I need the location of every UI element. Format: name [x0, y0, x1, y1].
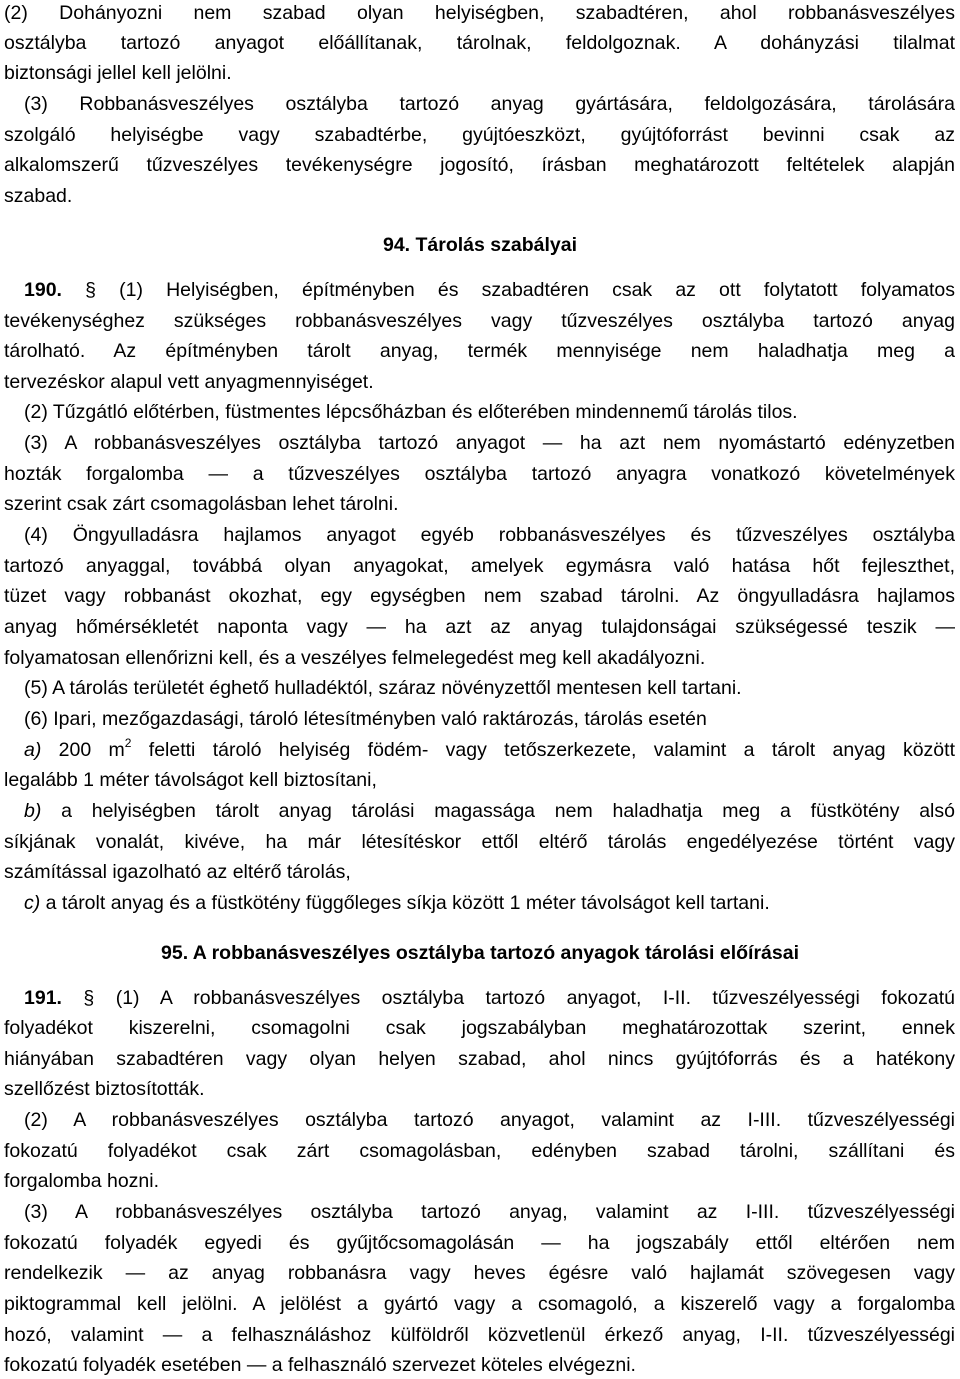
paragraph-190-line: tárolható. Az építményben tárolt anyag, termék mennyisége nem haladhatja meg a — [4, 340, 955, 362]
paragraph-190-line: tevékenységhez szükséges robbanásveszélyes vagy tűzveszélyes osztályba tartozó anyag — [4, 310, 955, 332]
section-heading-95: 95. A robbanásveszélyes osztályba tartozó anyagok tárolási előírásai — [161, 942, 799, 964]
section-symbol: § — [83, 987, 95, 1009]
paragraph-190-line: síkjának vonalát, kivéve, ha már létesítéskor ettől eltérő tárolás engedélyezése történt vagy — [4, 831, 955, 853]
paragraph-190-line — [24, 277, 955, 303]
intro-line: biztonsági jellel kell jelölni. — [4, 62, 232, 84]
paragraph-190-line: legalább 1 méter távolságot kell biztosítani, — [4, 769, 377, 791]
paragraph-190-line: (6) Ipari, mezőgazdasági, tároló létesítményben való raktározás, tárolás esetén — [24, 708, 707, 730]
intro-line: (2) Dohányozni nem szabad olyan helyiségben, szabadtéren, ahol robbanásveszélyes — [4, 2, 955, 24]
intro-line: alkalomszerű tűzveszélyes tevékenységre jogosító, írásban meghatározott feltételek alapján — [4, 154, 955, 176]
paragraph-190-line: (5) A tárolás területét éghető hulladéktól, száraz növényzettől mentesen kell tartani. — [24, 677, 742, 699]
paragraph-190-line: szerint csak zárt csomagolásban lehet tárolni. — [4, 493, 399, 515]
list-item-b — [24, 798, 955, 824]
paragraph-191-line: hiányában szabadtéren vagy olyan helyen szabad, ahol nincs gyújtóforrás és a hatékony — [4, 1048, 955, 1070]
paragraph-190-line: hozták forgalomba — a tűzveszélyes osztályba tartozó anyagra vonatkozó követelmények — [4, 463, 955, 485]
superscript: 2 — [124, 735, 132, 750]
paragraph-191-line: (2) A robbanásveszélyes osztályba tartozó anyagot, valamint az I-III. tűzveszélyességi — [24, 1109, 955, 1131]
paragraph-191-line: hozó, valamint — a felhasználáshoz külföldről közvetlenül érkező anyag, I-II. tűzveszélyességi — [4, 1324, 955, 1346]
paragraph-190-line: tartozó anyaggal, továbbá olyan anyagokat, amelyek egymásra való hatása hőt fejleszthet, — [4, 555, 955, 577]
text: feletti tároló helyiség födém- vagy tetőszerkezete, valamint a tárolt anyag között — [131, 739, 955, 761]
text: (1) Helyiségben, építményben és szabadtéren csak az ott folytatott folyamatos — [119, 279, 956, 301]
paragraph-190-line: tervezéskor alapul vett anyagmennyiséget. — [4, 371, 374, 393]
paragraph-190-line: (4) Öngyulladásra hajlamos anyagot egyéb robbanásveszélyes és tűzveszélyes osztályba — [24, 524, 955, 546]
intro-line: osztályba tartozó anyagot előállítanak, tárolnak, feldolgoznak. A dohányzási tilalmat — [4, 32, 955, 54]
paragraph-191-line: folyadékot kiszerelni, csomagolni csak jogszabályban meghatározottak szerint, ennek — [4, 1017, 955, 1039]
paragraph-190-line: (3) A robbanásveszélyes osztályba tartozó anyagot — ha azt nem nyomástartó edényzetben — [24, 432, 955, 454]
section-heading-94: 94. Tárolás szabályai — [382, 234, 578, 256]
paragraph-190-line: folyamatosan ellenőrizni kell, és a veszélyes felmelegedést meg kell akadályozni. — [4, 647, 706, 669]
list-label: b) — [24, 800, 42, 822]
section-symbol: § — [85, 279, 96, 301]
paragraph-190-line: (2) Tűzgátló előtérben, füstmentes lépcsőházban és előterében mindennemű tárolás tilos. — [24, 401, 798, 423]
paragraph-191-line: rendelkezik — az anyag robbanásra vagy heves égésre való hajlamát szövegesen vagy — [4, 1262, 955, 1284]
paragraph-191-line: fokozatú folyadék egyedi és gyűjtőcsomagolásán — ha jogszabály ettől eltérően nem — [4, 1232, 955, 1254]
paragraph-191-line: szellőzést biztosították. — [4, 1078, 205, 1100]
text: 200 m — [41, 739, 125, 761]
paragraph-191-line: fokozatú folyadék esetében — a felhasználó szervezet köteles elvégezni. — [4, 1354, 636, 1376]
section-number: 191. — [24, 987, 62, 1009]
paragraph-191-line: (3) A robbanásveszélyes osztályba tartozó anyag, valamint az I-III. tűzveszélyességi — [24, 1201, 955, 1223]
text: a tárolt anyag és a füstkötény függőleges síkja között 1 méter távolságot kell tartani. — [40, 892, 770, 914]
list-item-a — [24, 737, 955, 763]
paragraph-190-line: anyag hőmérsékletét naponta vagy — ha azt az anyag tulajdonságai szükségessé teszik — — [4, 616, 955, 638]
intro-line: szolgáló helyiségbe vagy szabadtérbe, gyújtóeszközt, gyújtóforrást bevinni csak az — [4, 124, 955, 146]
paragraph-190-line: tüzet vagy robbanást okozhat, egy egységben nem szabad tárolni. Az öngyulladásra hajlamos — [4, 585, 955, 607]
list-item-c — [24, 890, 770, 916]
paragraph-191-line: piktogrammal kell jelölni. A jelölést a gyártó vagy a csomagoló, a kiszerelő vagy a forgalomba — [4, 1293, 955, 1315]
list-label: c) — [24, 892, 41, 914]
intro-line: szabad. — [4, 185, 73, 207]
intro-line: (3) Robbanásveszélyes osztályba tartozó anyag gyártására, feldolgozására, tárolására — [24, 93, 955, 115]
paragraph-191-line: fokozatú folyadékot csak zárt csomagolásban, edényben szabad tárolni, szállítani és — [4, 1140, 955, 1162]
section-number: 190. — [24, 279, 62, 301]
text: a helyiségben tárolt anyag tárolási magassága nem haladhatja meg a füstkötény alsó — [41, 800, 955, 822]
paragraph-190-line: számítással igazolható az eltérő tárolás, — [4, 861, 351, 883]
list-label: a) — [24, 739, 42, 761]
paragraph-191-line — [24, 985, 955, 1011]
text: (1) A robbanásveszélyes osztályba tartozó anyagot, I-II. tűzveszélyességi fokozatú — [115, 987, 956, 1009]
paragraph-191-line: forgalomba hozni. — [4, 1170, 160, 1192]
